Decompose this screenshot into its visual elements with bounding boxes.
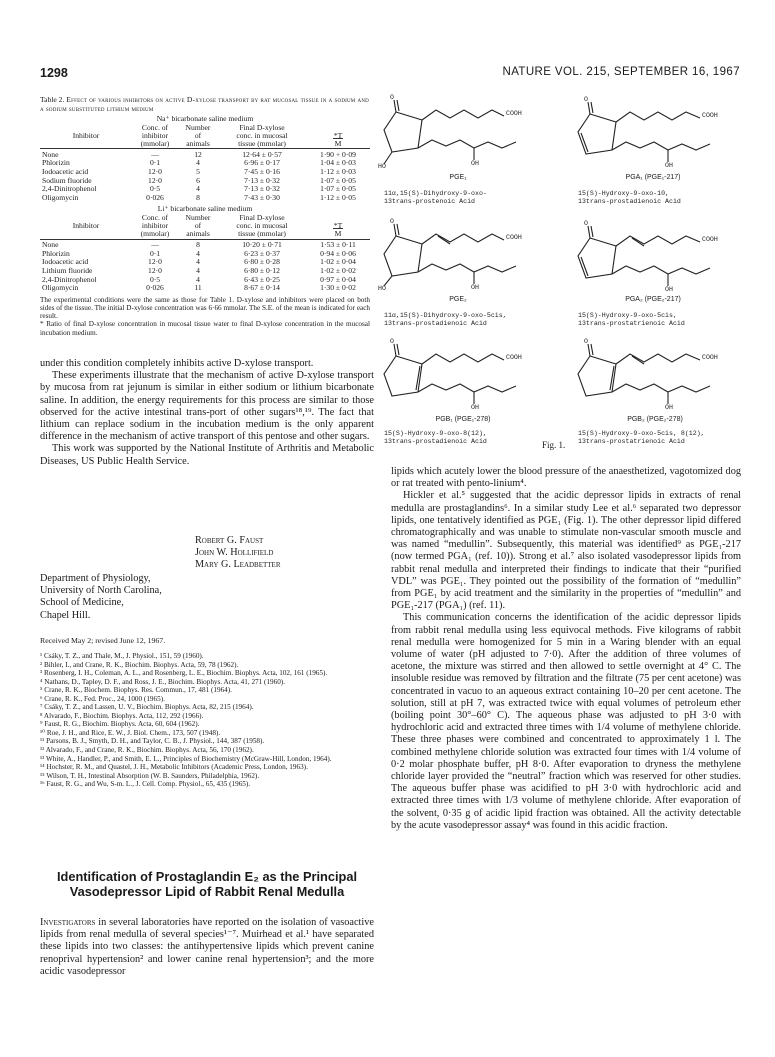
- atom-label: HO: [378, 285, 386, 292]
- structure-desc: 11α,15(S)-Dihydroxy-9-oxo-: [384, 190, 487, 197]
- table-cell: Sodium fluoride: [42, 175, 92, 185]
- left-body-text: [40, 358, 374, 468]
- table-cell: 5: [196, 167, 200, 177]
- column-header: Inhibitor: [72, 130, 100, 140]
- author-list: [195, 535, 375, 571]
- author-name: Mary G. Leadbetter: [195, 559, 281, 570]
- atom-label: COOH: [702, 112, 718, 119]
- atom-label: HO: [378, 163, 386, 170]
- structure-name: PGB₁ (PGE₁-278): [435, 416, 491, 423]
- intro-paragraph: [40, 917, 374, 978]
- table-cell: 0·97 ± 0·04: [320, 274, 356, 284]
- table-cell: 6: [196, 175, 200, 185]
- address-line: Chapel Hill.: [40, 609, 91, 621]
- structure-desc: 13trans-prostatrienoic Acid: [578, 438, 685, 445]
- table-cell: Iodoacetic acid: [42, 167, 89, 177]
- table-cell: 0·1: [149, 248, 161, 258]
- table-cell: 1·04 ± 0·03: [320, 158, 356, 168]
- table-header-row: [40, 214, 370, 239]
- page-header: [40, 66, 740, 84]
- table-cell: Oligomycin: [42, 192, 79, 202]
- reference-list: [40, 652, 374, 789]
- table-cell: 12·0: [148, 257, 162, 267]
- table-cell: 6·80 ± 0·12: [244, 265, 280, 275]
- atom-label: OH: [471, 284, 479, 291]
- structure-desc: 13trans-prostenoic Acid: [384, 198, 476, 205]
- table-cell: 10·20 ± 0·71: [242, 240, 282, 250]
- table-cell: 1·12 ± 0·05: [320, 192, 356, 202]
- table-cell: 6·23 ± 0·37: [244, 248, 280, 258]
- figure-1: [378, 94, 748, 454]
- reference-item: ⁶ Crane, R. K., Fed. Proc., 24, 1000 (1965).: [40, 694, 165, 703]
- atom-label: O: [390, 94, 394, 101]
- table-cell: 1·30 ± 0·02: [320, 283, 356, 293]
- table-cell: 0·5: [149, 184, 161, 194]
- table-cell: 7·45 ± 0·16: [244, 167, 280, 177]
- table-row: [40, 194, 370, 203]
- atom-label: O: [390, 338, 394, 345]
- table-cell: 1·02 ± 0·04: [320, 257, 356, 267]
- paragraph: under this condition completely inhibits active D-xylose transport.: [40, 358, 314, 369]
- article-title: Identification of Prostaglandin E₂ as the Principal Vasodepressor Lipid of Rabbit Renal Medulla: [56, 869, 358, 899]
- right-body-text: [391, 466, 741, 832]
- paragraph: This communication concerns the identification of the acidic depressor lipids from rabbit renal medulla using less equivocal methods. Five kilograms of rabbit renal medulla were homogenized for 5 min in a Waring blender with an equal volume of water (pH adjusted to 7·0). After the addition of three volumes of acetone, the mixture was stirred and then allowed to settle overnight at 4° C. The insoluble residue was removed by filtration and the filtrate (75 per cent acetone) was concentrated in vacuo to an aqueous extract containing 10–20 per cent acetone. The solution, still at pH 7, was extracted twice with equal volumes of petroleum ether (boiling point 30°–60° C). The aqueous phase was adjusted to pH 3·0 with hydrochloric acid and extracted three times with 1/4 volume of methylene chloride. These three phases were combined and concentrated to approximately 1 l. The combined methylene chloride solution was extracted four times with 1/4 volume of 0·2 molar phosphate buffer, pH 8·0. After evaporation to dryness the methylene chloride layer provided the “neutral” fraction which was reserved for other studies. The aqueous buffer phase was acidified to pH 3·0 with hydrochloric acid and extracted three times with 1/3 volume of methylene chloride. After evaporation of the solvent, 0·35 g of acidic lipid fraction was obtained. All the activity detectable by the acute vasodepressor assay⁴ was found in this acidic fraction.: [391, 612, 741, 831]
- table-cell: 4: [196, 184, 200, 194]
- table-cell: 7·13 ± 0·32: [244, 184, 280, 194]
- atom-label: COOH: [702, 236, 718, 243]
- table-section-na: Na⁺ bicarbonate saline medium: [156, 114, 254, 124]
- structure-desc: 15(S)-Hydroxy-9-oxo-10,: [578, 190, 670, 197]
- author-name: John W. Hollifield: [195, 547, 274, 558]
- reference-item: ⁹ Faust, R. G., Biochim. Biophys. Acta, 60, 604 (1962).: [40, 720, 200, 729]
- reference-item: ¹ Csáky, T. Z., and Thale, M., J. Physiol., 151, 59 (1960).: [40, 652, 204, 660]
- table-cell: 4: [196, 158, 200, 168]
- atom-label: O: [584, 220, 588, 227]
- table-cell: 4: [196, 248, 200, 258]
- table-cell: 2,4-Dinitrophenol: [42, 274, 97, 284]
- structure-desc: 11α,15(S)-Dihydroxy-9-oxo-5cis,: [384, 312, 507, 319]
- reference-item: ⁷ Csáky, T. Z., and Lassen, U. V., Biochim. Biophys. Acta, 82, 215 (1964).: [40, 703, 254, 712]
- column-header: Final D-xylose conc. in mucosal tissue (mmolar): [236, 213, 288, 239]
- structure-pga1: [578, 102, 710, 162]
- received-date: Received May 2; revised June 12, 1967.: [40, 636, 166, 645]
- table-cell: Lithium fluoride: [42, 265, 93, 275]
- structure-name: PGE₁: [449, 174, 467, 181]
- structure-desc: 15(S)-Hydroxy-9-oxo-8(12),: [384, 430, 487, 437]
- paragraph: lipids which acutely lower the blood pressure of the anaesthetized, vagotomized dog or rat treated with pento-linium⁴.: [391, 466, 741, 490]
- intro-text: in several laboratories have reported on the isolation of vasoactive lipids from renal medulla of several species¹⁻⁷. Muirhead et al.¹ have separated these lipids into two classes: the antihypertensive lipids which prevent canine renoprival hypertension² and lower canine renal hypertension³; and the more acidic vasodepressor: [40, 917, 374, 977]
- table-cell: Phlorizin: [42, 158, 70, 168]
- journal-running-head: NATURE VOL. 215, SEPTEMBER 16, 1967: [502, 66, 740, 78]
- table-cell: 1·07 ± 0·05: [320, 184, 356, 194]
- paragraph: This work was supported by the National Institute of Arthritis and Metabolic Diseases, US Public Health Service.: [40, 443, 374, 467]
- table-caption: [40, 96, 370, 113]
- table-cell: 0·1: [149, 158, 161, 168]
- atom-label: OH: [665, 404, 673, 411]
- table-cell: 0·5: [149, 274, 161, 284]
- table-cell: 0·026: [146, 192, 164, 202]
- table-cell: 7·13 ± 0·32: [244, 175, 280, 185]
- intro-lead: Investigators: [40, 917, 96, 928]
- table-row: [40, 284, 370, 293]
- author-address: [40, 573, 240, 622]
- table-cell: 1·02 ± 0·02: [320, 265, 356, 275]
- atom-label: O: [390, 218, 394, 225]
- column-header: Conc. of inhibitor (mmolar): [140, 213, 170, 239]
- table-cell: 7·43 ± 0·30: [244, 192, 280, 202]
- table-cell: 0·026: [146, 283, 164, 293]
- column-header: Number of animals: [185, 122, 211, 149]
- table-cell: 12·0: [148, 167, 162, 177]
- structure-desc: 15(S)-Hydroxy-9-oxo-5cis, 8(12),: [578, 430, 705, 437]
- table-section-li: Li⁺ bicarbonate saline medium: [157, 204, 253, 214]
- structure-desc: 15(S)-Hydroxy-9-oxo-5cis,: [578, 312, 677, 319]
- table-cell: —: [151, 149, 159, 159]
- table-cell: 4: [196, 274, 200, 284]
- table-cell: 8·67 ± 0·14: [244, 283, 280, 293]
- structure-desc: 13trans-prostadienoic Acid: [578, 198, 681, 205]
- table-cell: Oligomycin: [42, 283, 79, 293]
- table-cell: Iodoacetic acid: [42, 257, 89, 267]
- reference-item: ⁵ Crane, R. K., Biochem. Biophys. Res. Commun., 17, 481 (1964).: [40, 686, 232, 695]
- table-cell: 12·0: [148, 265, 162, 275]
- atom-label: O: [584, 338, 588, 345]
- table-caption-prefix: Table 2.: [40, 95, 65, 104]
- column-header: *T M: [333, 221, 343, 239]
- table-cell: 8: [196, 192, 200, 202]
- atom-label: OH: [665, 286, 673, 293]
- structure-desc: 13trans-prostatrienoic Acid: [578, 320, 685, 327]
- table-cell: 4: [196, 265, 200, 275]
- column-header: Inhibitor: [72, 221, 100, 231]
- table-cell: 12·0: [148, 175, 162, 185]
- figure-structures: [378, 94, 748, 454]
- structure-name: PGE₂: [449, 296, 467, 303]
- structure-name: PGB₂ (PGE₂-278): [627, 416, 683, 423]
- paragraph: Hickler et al.⁵ suggested that the acidic depressor lipids in extracts of renal medulla are prostaglandins⁶. In a similar study Lee et al.⁶ separated two depressor lipids, one tentatively identified as PGE₁ (Fig. 1). The other depressor lipid differed chromatographically and was unable to stimulate non-vascular smooth muscle and was named “medullin”. Subsequently, this material was identified⁹ as PGE₁-217 (now termed PGA₁ (ref. 10)). Strong et al.⁷ also isolated vasodepressor lipids from rabbit renal medulla and interpreted their findings to indicate that their “purified VDL” was PGE₁. They pointed out the possibility of the formation of “medullin” from PGE₁ by acid treatment and the similarity in the properties of “medullin” and PGE₁-217 (PGA₁) (ref. 11).: [391, 490, 741, 612]
- structure-desc: 13trans-prostadienoic Acid: [384, 320, 487, 327]
- table-li: [40, 214, 370, 293]
- atom-label: COOH: [506, 234, 522, 241]
- table-cell: 4: [196, 257, 200, 267]
- structure-name: PGA₂ (PGE₂-217): [625, 296, 681, 303]
- table-cell: 8: [196, 240, 200, 250]
- structure-name: PGA₁ (PGE₁-217): [625, 174, 681, 181]
- reference-item: ¹⁵ Wilson, T. H., Intestinal Absorption (W. B. Saunders, Philadelphia, 1962).: [40, 771, 260, 780]
- structure-desc: 13trans-prostadienoic Acid: [384, 438, 487, 445]
- table-cell: 6·80 ± 0·28: [244, 257, 280, 267]
- table-na: [40, 124, 370, 203]
- address-line: Department of Physiology,: [40, 573, 151, 584]
- reference-item: ⁸ Alvarado, F., Biochim. Biophys. Acta, 112, 292 (1966).: [40, 711, 204, 720]
- table-cell: 2,4-Dinitrophenol: [42, 184, 97, 194]
- column-header: Final D-xylose conc. in mucosal tissue (mmolar): [236, 122, 288, 149]
- atom-label: OH: [665, 162, 673, 169]
- page-number: 1298: [40, 66, 68, 80]
- table-cell: 6·96 ± 0·17: [244, 158, 280, 168]
- reference-item: ¹³ White, A., Handler, P., and Smith, E. L., Principles of Biochemistry (McGraw-Hill, London, 1964).: [40, 754, 332, 763]
- table-cell: Phlorizin: [42, 248, 70, 258]
- address-line: School of Medicine,: [40, 597, 124, 609]
- table-cell: 11: [194, 283, 202, 293]
- reference-item: ¹¹ Parsons, B. J., Smyth, D. H., and Taylor, C. B., J. Physiol., 144, 387 (1958).: [40, 737, 265, 746]
- table-cell: —: [151, 240, 159, 250]
- atom-label: OH: [471, 404, 479, 411]
- table-cell: 12·64 ± 0·57: [242, 149, 282, 159]
- table-cell: 1·12 ± 0·03: [320, 167, 356, 177]
- table-footnote-ratio: * Ratio of final D-xylose concentration in mucosal tissue water to final D-xylose concentration in the mucosal incubation medium.: [40, 320, 370, 337]
- reference-item: ¹² Alvarado, F., and Crane, R. K., Biochim. Biophys. Acta, 56, 170 (1962).: [40, 746, 254, 755]
- table-header-row: [40, 124, 370, 149]
- table-cell: 12: [194, 149, 202, 159]
- column-header: *T M: [333, 130, 343, 149]
- author-name: Robert G. Faust: [195, 535, 264, 546]
- structure-pge1: [384, 100, 516, 164]
- atom-label: OH: [471, 160, 479, 167]
- structure-pgb1: [384, 344, 516, 404]
- table-cell: None: [42, 149, 59, 159]
- reference-item: ¹⁶ Faust, R. G., and Wu, S-m. L., J. Cell. Comp. Physiol., 65, 435 (1965).: [40, 780, 251, 789]
- atom-label: COOH: [702, 354, 718, 361]
- table-cell: 1·90 + 0·09: [320, 149, 356, 159]
- table-2: [40, 96, 370, 337]
- reference-item: ³ Rosenberg, I. H., Coleman, A. L., and Rosenberg, L. E., Biochim. Biophys. Acta, 102, 161 (1965).: [40, 669, 328, 678]
- address-line: University of North Carolina,: [40, 585, 162, 597]
- table-footnote: The experimental conditions were the same as those for Table 1. D-xylose and inhibitors were placed on both sides of the tissue. The initial D-xylose concentration was 6·66 mmolar. The S.E. of the mean is indicated for each result.: [40, 295, 370, 321]
- atom-label: O: [584, 96, 588, 103]
- table-caption-text: Effect of various inhibitors on active D-xylose transport by rat mucosal tissue in a sodium and a sodium substituted lithium medium: [40, 95, 369, 113]
- structure-pgb2: [578, 344, 710, 404]
- paragraph: These experiments illustrate that the mechanism of active D-xylose transport by mucosa from rat jejunum is similar in either sodium or lithium bicarbonate saline. In addition, the energy requirements for this process are similar to those observed for the active intestinal trans-port of other sugars¹⁸,¹⁹. The fact that lithium can replace sodium in the incubation medium is the only apparent difference in the mechanism of active transport of this pentose and other sugars.: [40, 370, 374, 443]
- reference-item: ⁴ Nathans, D., Tapley, D. F., and Ross, J. E., Biochim. Biophys. Acta, 41, 271 (1960).: [40, 677, 285, 686]
- table-cell: 1·53 ± 0·11: [320, 240, 356, 250]
- column-header: Conc. of inhibitor (mmolar): [140, 122, 170, 149]
- table-cell: 6·43 ± 0·25: [244, 274, 280, 284]
- structure-pga2: [578, 226, 710, 286]
- figure-caption: Fig. 1.: [542, 440, 566, 450]
- reference-item: ² Bihler, I., and Crane, R. K., Biochim. Biophys. Acta, 59, 78 (1962).: [40, 660, 239, 669]
- reference-item: ¹⁰ Roe, J. H., and Rice, E. W., J. Biol. Chem., 173, 507 (1948).: [40, 728, 221, 737]
- column-header: Number of animals: [185, 213, 211, 239]
- table-cell: None: [42, 240, 59, 250]
- table-cell: 1·07 ± 0·05: [320, 175, 356, 185]
- table-cell: 0·94 ± 0·06: [320, 248, 356, 258]
- reference-item: ¹⁴ Hochster, R. M., and Quastel, J. H., Metabolic Inhibitors (Academic Press, London, 1963).: [40, 763, 308, 772]
- structure-pge2: [384, 224, 516, 286]
- atom-label: COOH: [506, 354, 522, 361]
- atom-label: COOH: [506, 110, 522, 117]
